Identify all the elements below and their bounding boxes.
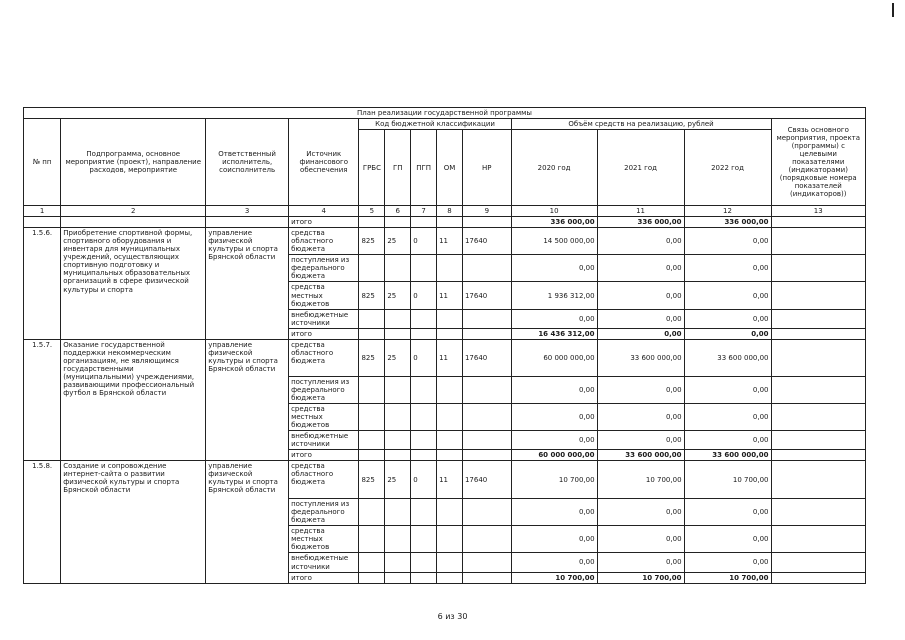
- header-executor: Ответственный исполнитель, соисполнитель: [206, 119, 289, 206]
- amount-2022: 0,00: [684, 403, 771, 430]
- code-grbs: [359, 255, 385, 282]
- code-pgp: [411, 450, 437, 461]
- code-grbs: [359, 572, 385, 583]
- measure-line: [24, 339, 866, 376]
- code-nr: 17640: [462, 339, 511, 376]
- code-nr: [462, 309, 511, 328]
- amount-2022: 0,00: [684, 499, 771, 526]
- code-nr: 17640: [462, 461, 511, 499]
- header-name: Подпрограмма, основное мероприятие (проект), направление расходов, мероприятие: [61, 119, 206, 206]
- code-gp: [385, 255, 411, 282]
- funding-source: внебюджетные источники: [289, 431, 359, 450]
- funding-source: итого: [289, 572, 359, 583]
- code-gp: [385, 553, 411, 572]
- amount-2022: 0,00: [684, 526, 771, 553]
- amount-2020: 0,00: [511, 526, 597, 553]
- empty-cell: [411, 217, 437, 228]
- code-pgp: 0: [411, 282, 437, 309]
- code-om: [437, 255, 463, 282]
- code-nr: [462, 376, 511, 403]
- code-pgp: [411, 499, 437, 526]
- column-index-row: [24, 206, 866, 217]
- code-grbs: [359, 499, 385, 526]
- header-gp: ГП: [385, 130, 411, 206]
- column-index: 6: [385, 206, 411, 217]
- code-gp: [385, 572, 411, 583]
- column-index: 10: [511, 206, 597, 217]
- code-om: [437, 309, 463, 328]
- amount-2021: 0,00: [597, 499, 684, 526]
- indicator-link: [771, 339, 866, 376]
- empty-cell: [437, 217, 463, 228]
- code-om: [437, 553, 463, 572]
- code-gp: [385, 499, 411, 526]
- indicator-link: [771, 431, 866, 450]
- amount-2021: 0,00: [597, 282, 684, 309]
- code-grbs: [359, 309, 385, 328]
- code-nr: [462, 450, 511, 461]
- code-gp: [385, 376, 411, 403]
- empty-cell: [206, 217, 289, 228]
- funding-source: средства местных бюджетов: [289, 403, 359, 430]
- indicator-link: [771, 499, 866, 526]
- measure-name: Создание и сопровождение интернет-сайта о развитии физической культуры и спорта Брянской области: [61, 461, 206, 583]
- column-index: 12: [684, 206, 771, 217]
- amount-2022: 0,00: [684, 282, 771, 309]
- header-pgp: ПГП: [411, 130, 437, 206]
- measure-line: [24, 228, 866, 255]
- measure-name: Оказание государственной поддержки некоммерческим организациям, не являющимся государственными (муниципальными) учреждениями, развивающими профессиональный футбол в Брянской области: [61, 339, 206, 460]
- amount-2022: 0,00: [684, 553, 771, 572]
- table-title: План реализации государственной программы: [24, 108, 866, 119]
- code-pgp: [411, 376, 437, 403]
- amount-2021: 0,00: [597, 228, 684, 255]
- amount-2020: 0,00: [511, 376, 597, 403]
- code-nr: 17640: [462, 228, 511, 255]
- code-om: [437, 376, 463, 403]
- program-plan-table: [23, 107, 866, 584]
- code-grbs: [359, 431, 385, 450]
- amount-2022: 0,00: [684, 228, 771, 255]
- header-grbs: ГРБС: [359, 130, 385, 206]
- code-nr: [462, 499, 511, 526]
- code-pgp: [411, 403, 437, 430]
- amount-2021: 33 600 000,00: [597, 450, 684, 461]
- amount-2020: 60 000 000,00: [511, 339, 597, 376]
- indicator-link: [771, 228, 866, 255]
- carry-total-2020: 336 000,00: [511, 217, 597, 228]
- funding-source: внебюджетные источники: [289, 309, 359, 328]
- funding-source: средства областного бюджета: [289, 339, 359, 376]
- measure-name: Приобретение спортивной формы, спортивного оборудования и инвентаря для муниципальных учреждений, осуществляющих спортивную подготовку и муниципальных образовательных организаций в сфере физической культуры и спорта: [61, 228, 206, 340]
- amount-2022: 0,00: [684, 255, 771, 282]
- funding-source: средства местных бюджетов: [289, 282, 359, 309]
- funding-source: итого: [289, 328, 359, 339]
- code-nr: [462, 431, 511, 450]
- code-pgp: [411, 526, 437, 553]
- code-gp: [385, 526, 411, 553]
- indicator-link: [771, 282, 866, 309]
- code-grbs: [359, 450, 385, 461]
- amount-2021: 0,00: [597, 403, 684, 430]
- funding-source: поступления из федерального бюджета: [289, 255, 359, 282]
- measure-number: 1.5.7.: [24, 339, 61, 460]
- carry-total-2022: 336 000,00: [684, 217, 771, 228]
- funding-source: средства местных бюджетов: [289, 526, 359, 553]
- code-grbs: [359, 526, 385, 553]
- code-pgp: [411, 309, 437, 328]
- indicator-link: [771, 255, 866, 282]
- amount-2021: 10 700,00: [597, 461, 684, 499]
- code-nr: 17640: [462, 282, 511, 309]
- code-nr: [462, 572, 511, 583]
- code-gp: 25: [385, 228, 411, 255]
- code-grbs: [359, 403, 385, 430]
- code-nr: [462, 255, 511, 282]
- code-nr: [462, 328, 511, 339]
- indicator-link: [771, 572, 866, 583]
- code-gp: 25: [385, 282, 411, 309]
- code-om: [437, 499, 463, 526]
- header-source: Источник финансового обеспечения: [289, 119, 359, 206]
- carry-total-label: итого: [289, 217, 359, 228]
- empty-cell: [61, 217, 206, 228]
- amount-2020: 14 500 000,00: [511, 228, 597, 255]
- code-gp: [385, 309, 411, 328]
- column-index: 5: [359, 206, 385, 217]
- funding-source: поступления из федерального бюджета: [289, 376, 359, 403]
- code-pgp: 0: [411, 228, 437, 255]
- column-index: 8: [437, 206, 463, 217]
- funding-source: поступления из федерального бюджета: [289, 499, 359, 526]
- indicator-link: [771, 450, 866, 461]
- code-om: [437, 328, 463, 339]
- amount-2021: 0,00: [597, 309, 684, 328]
- code-pgp: [411, 553, 437, 572]
- empty-cell: [385, 217, 411, 228]
- header-2020: 2020 год: [511, 130, 597, 206]
- code-om: [437, 526, 463, 553]
- header-2021: 2021 год: [597, 130, 684, 206]
- code-nr: [462, 553, 511, 572]
- code-grbs: [359, 328, 385, 339]
- amount-2021: 0,00: [597, 526, 684, 553]
- funding-source: итого: [289, 450, 359, 461]
- amount-2020: 16 436 312,00: [511, 328, 597, 339]
- amount-2020: 1 936 312,00: [511, 282, 597, 309]
- indicator-link: [771, 328, 866, 339]
- header-nr: НР: [462, 130, 511, 206]
- indicator-link: [771, 461, 866, 499]
- column-index: 9: [462, 206, 511, 217]
- code-om: 11: [437, 339, 463, 376]
- funding-source: внебюджетные источники: [289, 553, 359, 572]
- header-budget-code: Код бюджетной классификации: [359, 119, 511, 130]
- code-om: 11: [437, 461, 463, 499]
- amount-2022: 0,00: [684, 328, 771, 339]
- amount-2022: 0,00: [684, 376, 771, 403]
- carry-total-row: [24, 217, 866, 228]
- empty-cell: [359, 217, 385, 228]
- column-index: 2: [61, 206, 206, 217]
- column-index: 1: [24, 206, 61, 217]
- header-om: ОМ: [437, 130, 463, 206]
- amount-2021: 0,00: [597, 376, 684, 403]
- code-nr: [462, 403, 511, 430]
- amount-2020: 0,00: [511, 499, 597, 526]
- column-index: 11: [597, 206, 684, 217]
- header-num: № пп: [24, 119, 61, 206]
- column-index: 3: [206, 206, 289, 217]
- amount-2022: 10 700,00: [684, 461, 771, 499]
- measure-executor: управление физической культуры и спорта Брянской области: [206, 228, 289, 340]
- amount-2020: 60 000 000,00: [511, 450, 597, 461]
- header-link: Связь основного мероприятия, проекта (программы) с целевыми показателями (индикаторами) (порядковые номера показателей (индикаторов)): [771, 119, 866, 206]
- empty-cell: [771, 217, 866, 228]
- measure-executor: управление физической культуры и спорта Брянской области: [206, 339, 289, 460]
- code-grbs: 825: [359, 339, 385, 376]
- indicator-link: [771, 553, 866, 572]
- amount-2022: 10 700,00: [684, 572, 771, 583]
- column-index: 13: [771, 206, 866, 217]
- page-footer: 6 из 30: [437, 612, 468, 621]
- empty-cell: [24, 217, 61, 228]
- scan-artifact: [892, 3, 894, 17]
- code-gp: [385, 450, 411, 461]
- indicator-link: [771, 403, 866, 430]
- amount-2022: 0,00: [684, 309, 771, 328]
- indicator-link: [771, 376, 866, 403]
- code-gp: [385, 328, 411, 339]
- amount-2021: 0,00: [597, 328, 684, 339]
- code-grbs: 825: [359, 228, 385, 255]
- amount-2021: 0,00: [597, 255, 684, 282]
- code-gp: 25: [385, 339, 411, 376]
- code-pgp: [411, 328, 437, 339]
- amount-2022: 33 600 000,00: [684, 450, 771, 461]
- amount-2021: 33 600 000,00: [597, 339, 684, 376]
- code-om: [437, 572, 463, 583]
- measure-line: [24, 461, 866, 499]
- code-pgp: [411, 431, 437, 450]
- amount-2022: 0,00: [684, 431, 771, 450]
- measure-number: 1.5.8.: [24, 461, 61, 583]
- column-index: 7: [411, 206, 437, 217]
- amount-2022: 33 600 000,00: [684, 339, 771, 376]
- indicator-link: [771, 526, 866, 553]
- code-gp: [385, 431, 411, 450]
- measure-executor: управление физической культуры и спорта Брянской области: [206, 461, 289, 583]
- funding-source: средства областного бюджета: [289, 228, 359, 255]
- column-index: 4: [289, 206, 359, 217]
- amount-2021: 10 700,00: [597, 572, 684, 583]
- code-om: 11: [437, 228, 463, 255]
- measure-number: 1.5.6.: [24, 228, 61, 340]
- code-gp: 25: [385, 461, 411, 499]
- code-nr: [462, 526, 511, 553]
- code-om: [437, 431, 463, 450]
- amount-2020: 0,00: [511, 431, 597, 450]
- amount-2020: 0,00: [511, 553, 597, 572]
- code-grbs: 825: [359, 282, 385, 309]
- code-grbs: [359, 553, 385, 572]
- code-om: [437, 450, 463, 461]
- code-grbs: 825: [359, 461, 385, 499]
- code-pgp: [411, 572, 437, 583]
- code-grbs: [359, 376, 385, 403]
- amount-2020: 10 700,00: [511, 572, 597, 583]
- amount-2021: 0,00: [597, 431, 684, 450]
- code-pgp: 0: [411, 339, 437, 376]
- indicator-link: [771, 309, 866, 328]
- funding-source: средства областного бюджета: [289, 461, 359, 499]
- amount-2020: 0,00: [511, 309, 597, 328]
- amount-2020: 0,00: [511, 403, 597, 430]
- amount-2020: 10 700,00: [511, 461, 597, 499]
- amount-2021: 0,00: [597, 553, 684, 572]
- empty-cell: [462, 217, 511, 228]
- code-pgp: [411, 255, 437, 282]
- amount-2020: 0,00: [511, 255, 597, 282]
- code-om: [437, 403, 463, 430]
- code-om: 11: [437, 282, 463, 309]
- code-pgp: 0: [411, 461, 437, 499]
- carry-total-2021: 336 000,00: [597, 217, 684, 228]
- header-funds: Объём средств на реализацию, рублей: [511, 119, 771, 130]
- header-2022: 2022 год: [684, 130, 771, 206]
- code-gp: [385, 403, 411, 430]
